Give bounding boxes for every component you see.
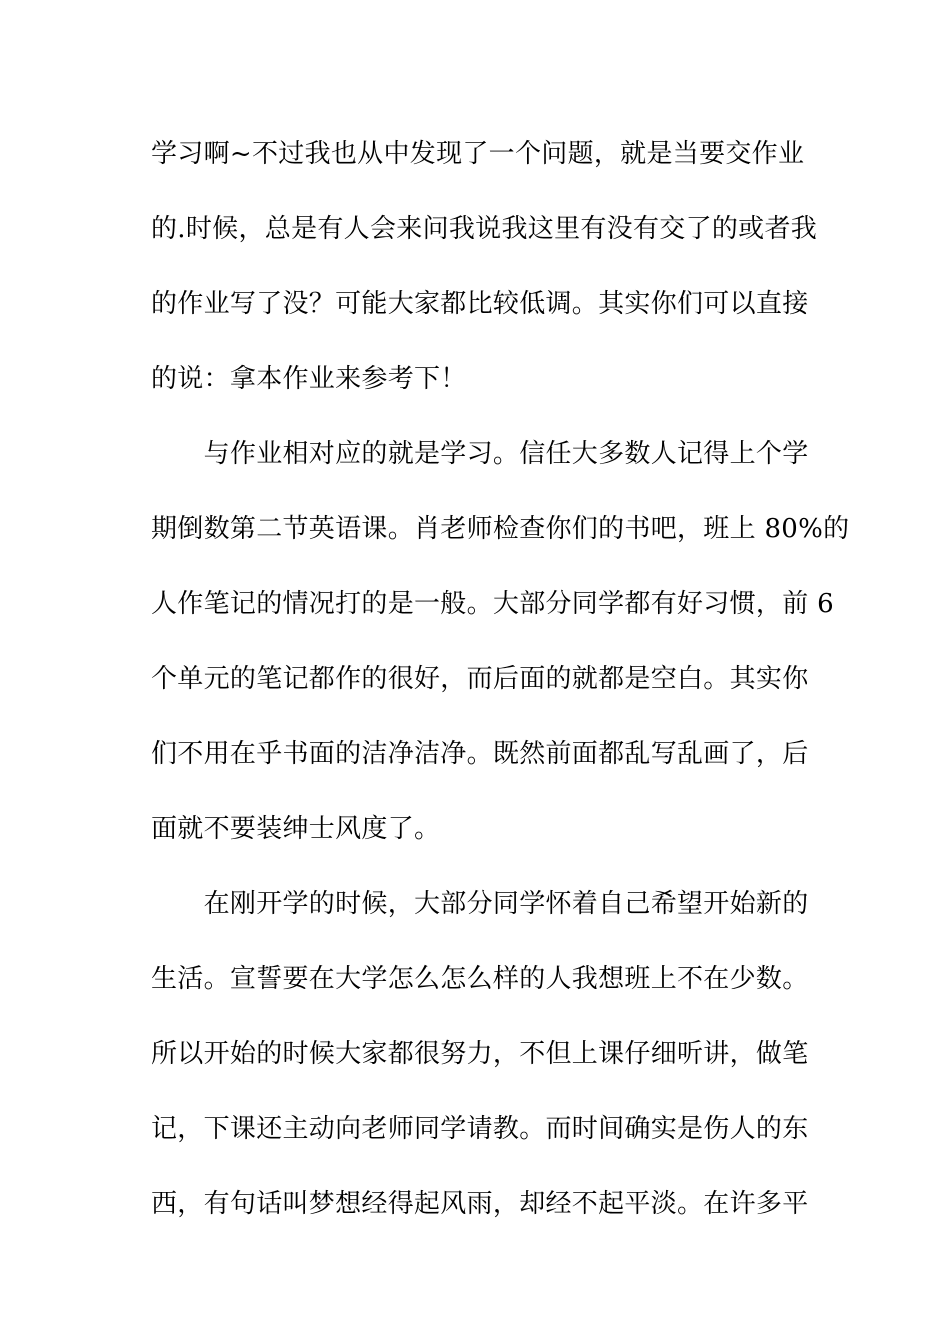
text-line: 的作业写了没？可能大家都比较低调。其实你们可以直接 bbox=[151, 289, 809, 319]
text-line: 的说：拿本作业来参考下！ bbox=[151, 364, 467, 394]
body-text bbox=[151, 131, 850, 1256]
text-line: 所以开始的时候大家都很努力，不但上课仔细听讲，做笔 bbox=[151, 1039, 809, 1069]
text-line: 个单元的笔记都作的很好，而后面的就都是空白。其实你 bbox=[151, 664, 809, 694]
text-line: 记，下课还主动向老师同学请教。而时间确实是伤人的东 bbox=[151, 1114, 809, 1144]
text-line: 在刚开学的时候，大部分同学怀着自己希望开始新的 bbox=[151, 889, 809, 919]
text-line: 们不用在乎书面的洁净洁净。既然前面都乱写乱画了，后 bbox=[151, 739, 809, 769]
text-line: 的.时候，总是有人会来问我说我这里有没有交了的或者我 bbox=[151, 214, 818, 244]
text-line: 面就不要装绅士风度了。 bbox=[151, 814, 441, 844]
text-line: 西，有句话叫梦想经得起风雨，却经不起平淡。在许多平 bbox=[151, 1189, 809, 1219]
text-line: 人作笔记的情况打的是一般。大部分同学都有好习惯，前 6 bbox=[151, 589, 834, 619]
text-line: 生活。宣誓要在大学怎么怎么样的人我想班上不在少数。 bbox=[151, 964, 809, 994]
text-line: 学习啊~不过我也从中发现了一个问题，就是当要交作业 bbox=[151, 139, 805, 169]
text-line: 期倒数第二节英语课。肖老师检查你们的书吧，班上 80%的 bbox=[151, 514, 850, 544]
text-line: 与作业相对应的就是学习。信任大多数人记得上个学 bbox=[151, 439, 809, 469]
